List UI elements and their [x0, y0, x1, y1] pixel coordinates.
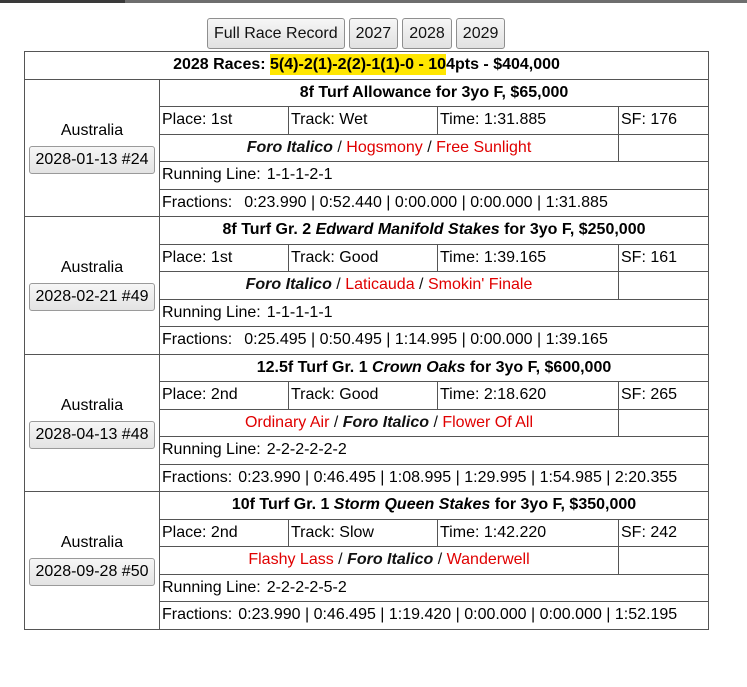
- race-horses: [160, 547, 619, 575]
- race-title-row: [25, 492, 709, 520]
- race-country: Australia: [60, 396, 124, 414]
- race-title-pre: 10f Turf Gr. 1: [231, 496, 334, 514]
- tab-full-race-record[interactable]: Full Race Record: [207, 18, 345, 49]
- running-line-label: Running Line:: [162, 303, 261, 321]
- race-running-line: [160, 437, 709, 465]
- race-location-cell: [25, 217, 160, 355]
- race-fractions: [160, 602, 709, 630]
- horse-separator: /: [331, 276, 346, 294]
- season-summary: [25, 52, 709, 80]
- running-line-value: 2-2-2-2-5-2: [266, 578, 347, 596]
- fractions-value: 0:25.495 | 0:50.495 | 1:14.995 | 0:00.000 | 1:39.165: [244, 331, 608, 349]
- race-title: [160, 492, 709, 520]
- race-stake-name: Edward Manifold Stakes: [315, 221, 500, 239]
- race-time: Time: 1:31.885: [438, 107, 619, 135]
- race-country: Australia: [60, 259, 124, 277]
- race-running-line: [160, 574, 709, 602]
- tab-2029[interactable]: 2029: [456, 18, 506, 49]
- horse-third[interactable]: Free Sunlight: [436, 138, 532, 156]
- race-track: Track: Good: [289, 244, 438, 272]
- horse-third[interactable]: Flower Of All: [442, 413, 534, 431]
- race-location-cell: [25, 354, 160, 492]
- summary-rest: 4pts - $404,000: [446, 56, 560, 74]
- race-time: Time: 1:42.220: [438, 519, 619, 547]
- race-track: Track: Wet: [289, 107, 438, 135]
- race-track: Track: Slow: [289, 519, 438, 547]
- race-title-pre: 8f Turf Allowance: [299, 83, 432, 101]
- race-place: Place: 1st: [160, 244, 289, 272]
- horse-second[interactable]: Hogsmony: [346, 138, 423, 156]
- horse-separator: /: [414, 276, 428, 294]
- race-title-row: [25, 217, 709, 245]
- race-place: Place: 2nd: [160, 519, 289, 547]
- race-date-button[interactable]: 2028-01-13 #24: [29, 146, 156, 174]
- fractions-value: 0:23.990 | 0:46.495 | 1:08.995 | 1:29.995 | 1:54.985 | 2:20.355: [238, 468, 678, 486]
- fractions-label: Fractions:: [162, 468, 233, 486]
- horse-separator: /: [433, 551, 447, 569]
- race-stake-name: Crown Oaks: [372, 358, 466, 376]
- race-title-post: for 3yo F, $350,000: [490, 496, 637, 514]
- running-line-label: Running Line:: [162, 578, 261, 596]
- race-title-row: [25, 79, 709, 107]
- horse-first[interactable]: Foro Italico: [246, 138, 333, 156]
- horse-separator: /: [422, 138, 437, 156]
- empty-cell: [619, 409, 709, 437]
- race-sf: SF: 242: [619, 519, 709, 547]
- race-title-post: for 3yo F, $65,000: [431, 83, 569, 101]
- race-date-button[interactable]: 2028-02-21 #49: [29, 283, 156, 311]
- running-line-value: 1-1-1-1-1: [266, 303, 333, 321]
- race-horses: [160, 409, 619, 437]
- race-title-post: for 3yo F, $250,000: [499, 221, 646, 239]
- race-country: Australia: [60, 121, 124, 139]
- race-horses: [160, 134, 619, 162]
- race-location-cell: [25, 79, 160, 217]
- race-running-line: [160, 299, 709, 327]
- empty-cell: [619, 134, 709, 162]
- race-horses: [160, 272, 619, 300]
- race-date-button[interactable]: 2028-09-28 #50: [29, 558, 156, 586]
- horse-second[interactable]: Laticauda: [345, 276, 415, 294]
- fractions-value: 0:23.990 | 0:52.440 | 0:00.000 | 0:00.000 | 1:31.885: [244, 193, 608, 211]
- empty-cell: [619, 272, 709, 300]
- horse-second[interactable]: Foro Italico: [342, 413, 429, 431]
- horse-second[interactable]: Foro Italico: [347, 551, 434, 569]
- race-title-pre: 12.5f Turf Gr. 1: [256, 358, 373, 376]
- horse-first[interactable]: Flashy Lass: [248, 551, 334, 569]
- running-line-value: 1-1-1-2-1: [266, 166, 333, 184]
- fractions-label: Fractions:: [162, 331, 233, 349]
- horse-third[interactable]: Smokin' Finale: [427, 276, 533, 294]
- horse-separator: /: [329, 413, 343, 431]
- top-border-accent: [0, 0, 125, 3]
- race-title-post: for 3yo F, $600,000: [465, 358, 612, 376]
- race-title-pre: 8f Turf Gr. 2: [222, 221, 316, 239]
- race-time: Time: 1:39.165: [438, 244, 619, 272]
- race-stake-name: Storm Queen Stakes: [333, 496, 491, 514]
- horse-first[interactable]: Foro Italico: [245, 276, 332, 294]
- tab-2028[interactable]: 2028: [402, 18, 452, 49]
- fractions-value: 0:23.990 | 0:46.495 | 1:19.420 | 0:00.000 | 0:00.000 | 1:52.195: [238, 606, 678, 624]
- race-running-line: [160, 162, 709, 190]
- empty-cell: [619, 547, 709, 575]
- tab-2027[interactable]: 2027: [349, 18, 399, 49]
- horse-separator: /: [332, 138, 347, 156]
- running-line-value: 2-2-2-2-2-2: [266, 441, 347, 459]
- race-location-cell: [25, 492, 160, 630]
- summary-highlighted: 5(4)-2(1)-2(2)-1(1)-0 - 10: [270, 56, 447, 74]
- race-record-table: [24, 51, 709, 630]
- race-date-button[interactable]: 2028-04-13 #48: [29, 421, 156, 449]
- race-track: Track: Good: [289, 382, 438, 410]
- race-title: [160, 79, 709, 107]
- race-country: Australia: [60, 534, 124, 552]
- running-line-label: Running Line:: [162, 166, 261, 184]
- summary-row: [25, 52, 709, 80]
- race-title: [160, 217, 709, 245]
- race-place: Place: 1st: [160, 107, 289, 135]
- race-sf: SF: 161: [619, 244, 709, 272]
- race-fractions: [160, 189, 709, 217]
- race-title-row: [25, 354, 709, 382]
- running-line-label: Running Line:: [162, 441, 261, 459]
- horse-first[interactable]: Ordinary Air: [244, 413, 330, 431]
- race-title: [160, 354, 709, 382]
- race-fractions: [160, 464, 709, 492]
- horse-separator: /: [333, 551, 348, 569]
- horse-separator: /: [429, 413, 443, 431]
- fractions-label: Fractions:: [162, 193, 233, 211]
- summary-prefix: 2028 Races:: [173, 56, 271, 74]
- record-tabs: [207, 18, 505, 49]
- race-fractions: [160, 327, 709, 355]
- race-time: Time: 2:18.620: [438, 382, 619, 410]
- fractions-label: Fractions:: [162, 606, 233, 624]
- horse-third[interactable]: Wanderwell: [446, 551, 530, 569]
- race-sf: SF: 265: [619, 382, 709, 410]
- race-place: Place: 2nd: [160, 382, 289, 410]
- race-sf: SF: 176: [619, 107, 709, 135]
